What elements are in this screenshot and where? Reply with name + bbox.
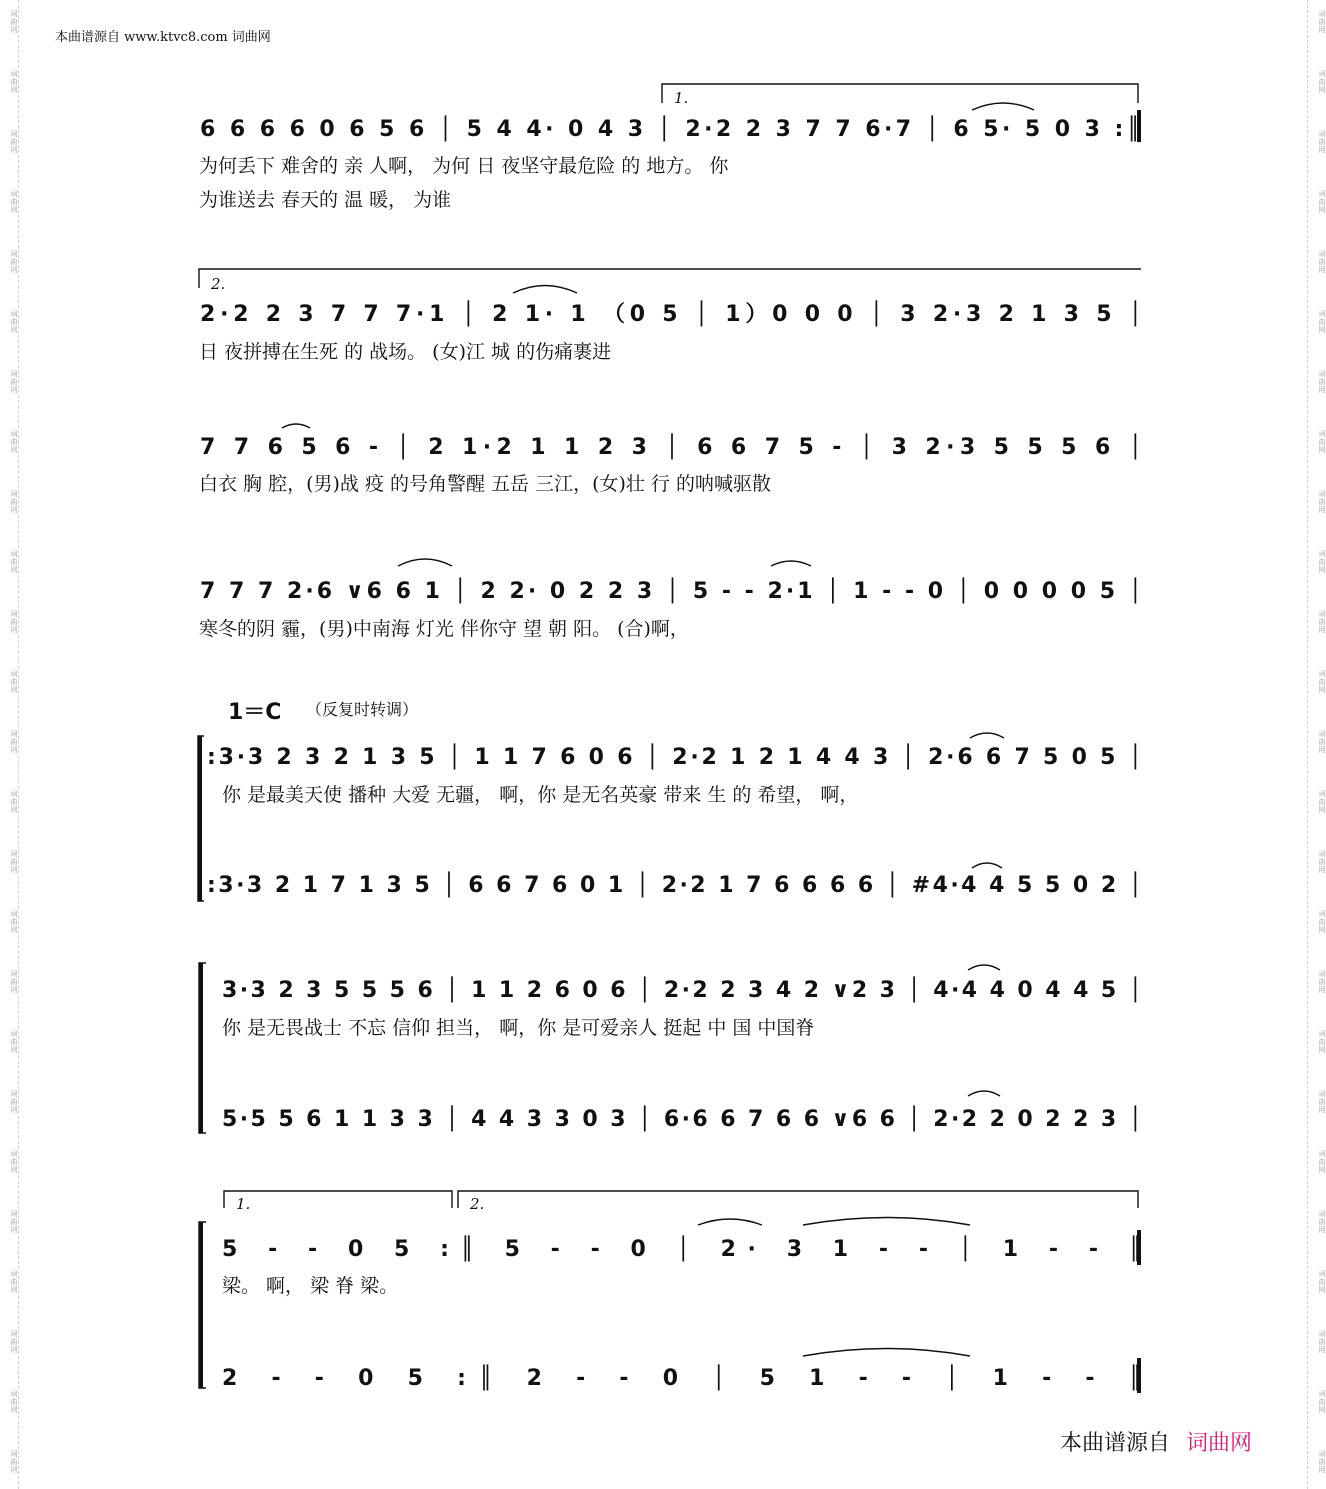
watermark-l-22: 词曲网 xyxy=(10,1270,18,1294)
watermark-l-14: 词曲网 xyxy=(10,790,18,814)
watermark-l-24: 词曲网 xyxy=(10,1390,18,1414)
tie-6 xyxy=(972,863,1002,868)
watermark-r-21: 词曲网 xyxy=(1318,1210,1326,1234)
watermark-r-14: 词曲网 xyxy=(1318,790,1326,814)
watermark-l-25: 词曲网 xyxy=(10,1450,18,1474)
key-change-note: （反复时转调） xyxy=(306,700,419,719)
watermark-r-3: 词曲网 xyxy=(1318,130,1326,154)
final-first-ending-bracket xyxy=(224,1191,452,1208)
system-5-lyric: 你 是最美天使 播种 大爱 无疆， 啊，你 是无名英豪 带来 生 的 希望， 啊， xyxy=(222,784,859,806)
system-9-notes: 5 - - 0 5 :║ 5 - - 0 │ 2· 3 1 - - │ 1 - - ║ xyxy=(222,1237,1143,1262)
watermark-l-6: 词曲网 xyxy=(10,310,18,334)
watermark-r-6: 词曲网 xyxy=(1318,310,1326,334)
watermark-r-24: 词曲网 xyxy=(1318,1390,1326,1414)
tie-11 xyxy=(803,1349,970,1357)
watermark-l-11: 词曲网 xyxy=(10,610,18,634)
watermark-l-12: 词曲网 xyxy=(10,670,18,694)
watermark-r-12: 词曲网 xyxy=(1318,670,1326,694)
watermark-r-20: 词曲网 xyxy=(1318,1150,1326,1174)
watermark-l-5: 词曲网 xyxy=(10,250,18,274)
final-second-ending-bracket xyxy=(458,1191,1138,1208)
first-ending-bracket xyxy=(662,84,1138,103)
tie-1 xyxy=(972,103,1034,110)
watermark-l-4: 词曲网 xyxy=(10,190,18,214)
watermark-r-15: 词曲网 xyxy=(1318,850,1326,874)
watermark-l-15: 词曲网 xyxy=(10,850,18,874)
watermark-r-19: 词曲网 xyxy=(1318,1090,1326,1114)
system-2-lyric: 日 夜拼搏在生死 的 战场。 (女)江 城 的伤痛裹进 xyxy=(199,341,612,363)
system-7-lyric: 你 是无畏战士 不忘 信仰 担当， 啊，你 是可爱亲人 挺起 中 国 中国脊 xyxy=(222,1017,815,1039)
watermark-r-16: 词曲网 xyxy=(1318,910,1326,934)
tie-5 xyxy=(970,733,1004,738)
watermark-l-7: 词曲网 xyxy=(10,370,18,394)
system-8-notes: 5·5 5 6 1 1 3 3 │ 4 4 3 3 0 3 │ 6·6 6 7 6 6 ∨6 6 │ 2·2 2 0 2 2 3 │ xyxy=(222,1107,1143,1132)
second-ending-bracket xyxy=(199,269,1141,288)
system-1-lyric-1: 为何丢下 难舍的 亲 人啊， 为何 日 夜坚守最危险 的 地方。 你 xyxy=(199,155,729,177)
watermark-r-8: 词曲网 xyxy=(1318,430,1326,454)
watermark-r-22: 词曲网 xyxy=(1318,1270,1326,1294)
tie-10 xyxy=(803,1218,970,1226)
final-second-ending-label: 2. xyxy=(470,1195,485,1213)
tie-7 xyxy=(968,965,1000,970)
second-ending-label: 2. xyxy=(211,275,226,293)
watermark-r-10: 词曲网 xyxy=(1318,550,1326,574)
watermark-r-25: 词曲网 xyxy=(1318,1450,1326,1474)
watermark-l-19: 词曲网 xyxy=(10,1090,18,1114)
system-2-notes: 2·2 2 3 7 7 7·1 │ 2 1· 1 （0 5 │ 1）0 0 0 │ 3 2·3 2 1 3 5 │ xyxy=(200,302,1142,327)
watermark-r-9: 词曲网 xyxy=(1318,490,1326,514)
system-1-lyric-2: 为谁送去 春天的 温 暖， 为谁 xyxy=(199,189,452,211)
tie-9 xyxy=(698,1219,762,1225)
system-9-lyric: 梁。 啊， 梁 脊 梁。 xyxy=(222,1275,399,1297)
tie-3 xyxy=(282,424,310,428)
key-signature: 1＝C xyxy=(228,700,282,725)
watermark-l-13: 词曲网 xyxy=(10,730,18,754)
watermark-r-5: 词曲网 xyxy=(1318,250,1326,274)
watermark-l-21: 词曲网 xyxy=(10,1210,18,1234)
tie-2 xyxy=(513,286,577,294)
source-credit-prefix: 本曲谱源自 xyxy=(1060,1431,1171,1456)
first-ending-label: 1. xyxy=(674,89,689,107)
watermark-l-3: 词曲网 xyxy=(10,130,18,154)
watermark-l-18: 词曲网 xyxy=(10,1030,18,1054)
watermark-l-2: 词曲网 xyxy=(10,70,18,94)
watermark-l-8: 词曲网 xyxy=(10,430,18,454)
watermark-r-1: 词曲网 xyxy=(1318,10,1326,34)
system-10-notes: 2 - - 0 5 :║ 2 - - 0 │ 5 1 - - │ 1 - - ║ xyxy=(222,1366,1142,1391)
tie-4 xyxy=(771,561,811,566)
watermark-l-1: 词曲网 xyxy=(10,10,18,34)
watermark-r-23: 词曲网 xyxy=(1318,1330,1326,1354)
system-5-notes: :3·3 2 3 2 1 3 5 │ 1 1 7 6 0 6 │ 2·2 1 2 1 4 4 3 │ 2·6 6 7 5 0 5 │ xyxy=(207,745,1142,770)
watermark-r-4: 词曲网 xyxy=(1318,190,1326,214)
source-credit-brand: 词曲网 xyxy=(1186,1431,1253,1456)
watermark-r-2: 词曲网 xyxy=(1318,70,1326,94)
system-6-notes: :3·3 2 1 7 1 3 5 │ 6 6 7 6 0 1 │ 2·2 1 7 6 6 6 6 │ #4·4 4 5 5 0 2 │ xyxy=(207,873,1142,898)
watermark-l-9: 词曲网 xyxy=(10,490,18,514)
watermark-r-18: 词曲网 xyxy=(1318,1030,1326,1054)
watermark-r-17: 词曲网 xyxy=(1318,970,1326,994)
watermark-r-13: 词曲网 xyxy=(1318,730,1326,754)
triplet-slur xyxy=(398,559,452,566)
tie-8 xyxy=(968,1091,1000,1096)
watermark-r-7: 词曲网 xyxy=(1318,370,1326,394)
final-first-ending-label: 1. xyxy=(236,1195,251,1213)
source-credit-top: 本曲谱源自 www.ktvc8.com 词曲网 xyxy=(55,30,271,45)
system-3-lyric: 白衣 胸 腔，(男)战 疫 的号角警醒 五岳 三江，(女)壮 行 的呐喊驱散 xyxy=(199,473,771,495)
system-7-notes: 3·3 2 3 5 5 5 6 │ 1 1 2 6 0 6 │ 2·2 2 3 4 2 ∨2 3 │ 4·4 4 0 4 4 5 │ xyxy=(222,978,1143,1003)
system-3-notes: 7 7 6 5 6 - │ 2 1·2 1 1 2 3 │ 6 6 7 5 - │ 3 2·3 5 5 5 6 │ xyxy=(200,435,1142,460)
watermark-l-10: 词曲网 xyxy=(10,550,18,574)
watermark-r-11: 词曲网 xyxy=(1318,610,1326,634)
watermark-l-23: 词曲网 xyxy=(10,1330,18,1354)
watermark-l-16: 词曲网 xyxy=(10,910,18,934)
system-1-notes: 6 6 6 6 0 6 5 6 │ 5 4 4· 0 4 3 │ 2·2 2 3 7 7 6·7 │ 6 5· 5 0 3 :║ xyxy=(200,117,1140,142)
watermark-l-20: 词曲网 xyxy=(10,1150,18,1174)
system-4-lyric: 寒冬的阴 霾，(男)中南海 灯光 伴你守 望 朝 阳。 (合)啊， xyxy=(199,618,689,640)
system-4-notes: 7 7 7 2·6 ∨6 6 1 │ 2 2· 0 2 2 3 │ 5 - - 2·1 │ 1 - - 0 │ 0 0 0 0 5 │ xyxy=(200,579,1142,604)
watermark-l-17: 词曲网 xyxy=(10,970,18,994)
